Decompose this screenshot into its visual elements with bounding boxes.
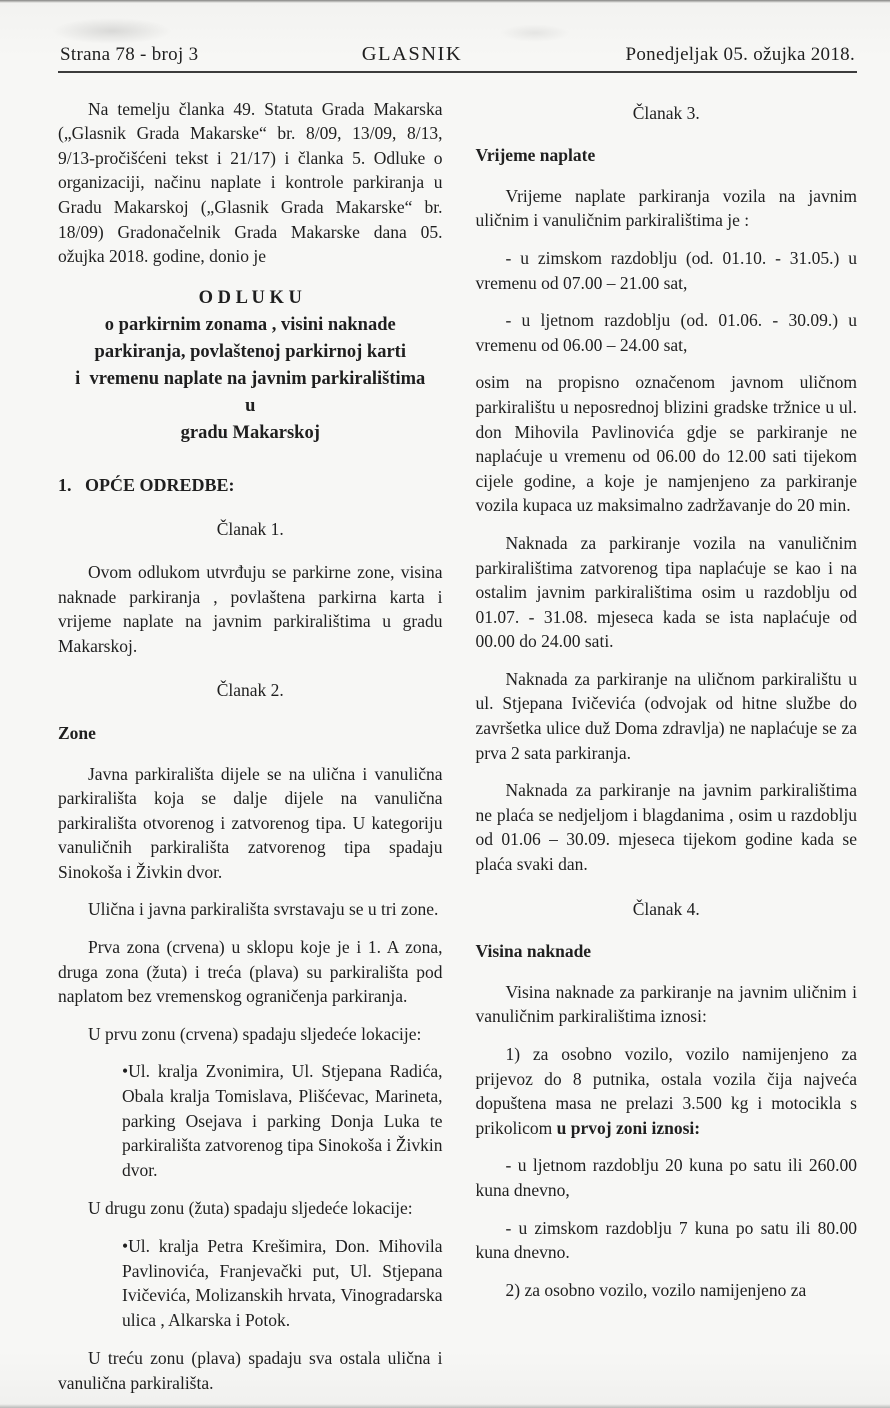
page-number-label: Strana 78 - broj 3 (60, 44, 199, 65)
decision-title-line: parkiranja, povlaštenoj parkirnoj karti (94, 341, 406, 362)
decision-title-line: o parkirnim zonama , visini naknade (104, 314, 396, 335)
winter-period-paragraph: - u zimskom razdoblju (od. 01.10. - 31.05.) u vremenu od 07.00 – 21.00 sat, (475, 247, 857, 293)
zone-paragraph-2: Ulična i javna parkirališta svrstavaju se u tri zone. (88, 899, 439, 920)
document-body (58, 97, 857, 1408)
right-column (476, 97, 858, 1408)
vehicle-item-1-paragraph (476, 1042, 858, 1140)
article-4-heading: Članak 4. (632, 898, 700, 919)
intro-paragraph: Na temelju članka 49. Statuta Grada Makarska („Glasnik Grada Makarske“ br. 8/09, 13/09, 8/13, 9/13-pročišćeni tekst i 21/17) i članka 5. Odluke o organizaciji, načinu naplate i kontrole parkiranja u Gradu Makarskoj („Glasnik Grada Makarske“ br. 18/09) Gradonačelnik Grada Makarske dana 05. ožujka 2018. godine, donio je (58, 98, 443, 267)
left-column (58, 97, 443, 1408)
scan-smudge (52, 18, 172, 44)
decision-title-line: i vremenu naplate na javnim parkiralištima (75, 368, 426, 389)
decision-title-line: O D L U K U (198, 287, 302, 308)
page-header (58, 42, 857, 73)
gazette-title: GLASNIK (361, 43, 463, 65)
ivicevica-street-paragraph: Naknada za parkiranje na uličnom parkiralištu u ul. Stjepana Ivičevića (odvojak od hitne službe do završetka ulice duž Doma zdravlja) ne naplaćuje se za prva 2 sata parkiranja. (475, 668, 857, 763)
closed-type-fee-paragraph: Naknada za parkiranje vozila na vanuličnim parkiralištima zatvorenog tipa naplaćuje se kao i na ostalim javnim parkiralištima osim u razdoblju od 01.07. - 31.08. mjeseca kada se ista naplaćuje od 00.00 do 24.00 sati. (475, 532, 857, 652)
vehicle-item-2-paragraph: 2) za osobno vozilo, vozilo namijenjeno za (505, 1279, 807, 1300)
first-zone-locations: • Ul. kralja Zvonimira, Ul. Stjepana Radića, Obala kralja Tomislava, Plišćevac, Marineta, parking Osejava i parking Donja Luka te parkirališta zatvorenog tipa Sinokoša i Živkin dvor. (58, 1059, 443, 1182)
scan-smudge (500, 24, 570, 42)
second-zone-intro: U drugu zonu (žuta) spadaju sljedeće lokacije: (88, 1198, 413, 1219)
exception-paragraph: osim na propisno označenom javnom uličnom parkiralištu u neposrednoj blizini gradske tržnice u ul. don Mihovila Pavlinovića gdje se parkiranje ne naplaćuje u vremenu od 06.00 do 12.00 sati tijekom cijele godine, a koje je namjenjeno za parkiranje vozila kupaca uz maksimalno zadržavanje do 20 min. (475, 372, 857, 516)
fee-amount-label: Visina naknade (475, 941, 592, 962)
general-provisions-heading: 1. OPĆE ODREDBE: (58, 474, 235, 495)
payment-time-label: Vrijeme naplate (475, 145, 596, 166)
decision-title-line: gradu Makarskoj (180, 422, 320, 443)
article-2-heading: Članak 2. (216, 680, 284, 701)
decision-title (58, 285, 443, 447)
second-zone-locations: • Ul. kralja Petra Krešimira, Don. Mihovila Pavlinovića, Franjevački put, Ul. Stjepana Ivičevića, Molizanskih hrvata, Vinogradarska ulica , Alkarska i Potok. (58, 1234, 443, 1332)
zone-label: Zone (58, 722, 96, 743)
first-zone-intro: U prvu zonu (crvena) spadaju sljedeće lokacije: (88, 1023, 422, 1044)
zone-paragraph-1: Javna parkirališta dijele se na ulična i vanulična parkirališta koja se dalje dijele na vanulična parkirališta otvorenog i zatvorenog tipa. U kategoriju vanuličnih parkirališta zatvorenog tipa spadaju Sinokoša i Živkin dvor. (58, 763, 443, 882)
fee-amount-intro: Visina naknade za parkiranje na javnim uličnim i vanuličnim parkiralištima iznosi: (475, 981, 857, 1027)
scan-edge-top (0, 0, 890, 3)
article-1-heading: Članak 1. (216, 519, 284, 540)
payment-time-intro: Vrijeme naplate parkiranja vozila na javnim uličnim i vanuličnim parkiralištima je : (475, 185, 857, 231)
issue-date-label: Ponedjeljak 05. ožujka 2018. (625, 44, 855, 65)
third-zone-paragraph: U treću zonu (plava) spadaju sva ostala ulična i vanulična parkirališta. (58, 1348, 443, 1393)
item-1-summer-rate: - u ljetnom razdoblju 20 kuna po satu ili 260.00 kuna dnevno, (475, 1155, 857, 1200)
decision-title-line: u (245, 395, 256, 416)
zone-paragraph-3: Prva zona (crvena) u sklopu koje je i 1. A zona, druga zona (žuta) i treća (plava) su parkirališta pod naplatom bez vremenskog ograničenja parkiranja. (58, 937, 443, 1007)
summer-period-paragraph: - u ljetnom razdoblju (od. 01.06. - 30.09.) u vremenu od 06.00 – 24.00 sat, (475, 310, 857, 355)
article-1-paragraph: Ovom odlukom utvrđuju se parkirne zone, visina naknade parkiranja , povlaštena parkirna karta i vrijeme naplate na javnim parkiralištima u gradu Makarskoj. (58, 561, 443, 656)
sundays-holidays-paragraph: Naknada za parkiranje na javnim parkiralištima ne plaća se nedjeljom i blagdanima , osim u razdoblju od 01.06 – 30.09. mjeseca tijekom godine kada se plaća svaki dan. (475, 780, 857, 875)
vehicle-item-1-text: 1) za osobno vozilo, vozilo namijenjeno za prijevoz do 8 putnika, ostala vozila čija najveća dopuštena masa ne prelazi 3.500 kg i motocikla s prikolicom (475, 1044, 857, 1138)
article-3-heading: Članak 3. (632, 102, 700, 123)
item-1-winter-rate: - u zimskom razdoblju 7 kuna po satu ili 80.00 kuna dnevno. (475, 1217, 857, 1263)
first-zone-amount-label: u prvoj zoni iznosi: (556, 1117, 701, 1138)
scan-edge-bottom (0, 1404, 890, 1408)
